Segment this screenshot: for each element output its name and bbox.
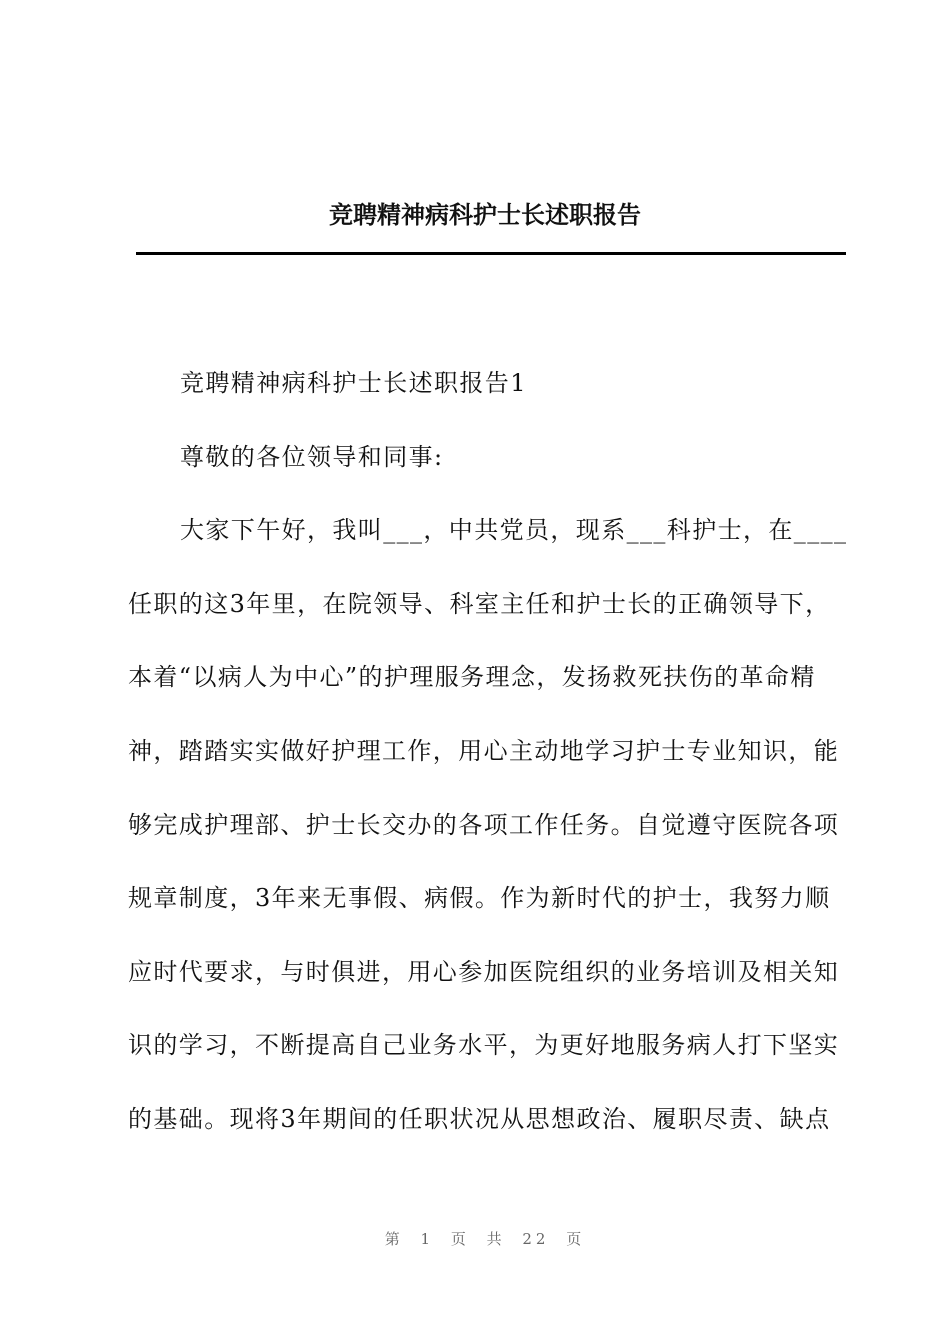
paragraph-line: 大家下午好，我叫___，中共党员，现系___科护士，在____ [180,516,848,545]
document-body [128,347,848,1157]
document-title: 竞聘精神病科护士长述职报告 [329,200,641,229]
paragraph-line: 神，踏踏实实做好护理工作，用心主动地学习护士专业知识，能 [128,736,840,765]
paragraph-line: 够完成护理部、护士长交办的各项工作任务。自觉遵守医院各项 [128,810,840,839]
paragraph-line: 识的学习，不断提高自己业务水平，为更好地服务病人打下坚实 [128,1031,840,1060]
paragraph-line: 应时代要求，与时俱进，用心参加医院组织的业务培训及相关知 [128,957,840,986]
paragraph-line: 规章制度，3年来无事假、病假。作为新时代的护士，我努力顺 [128,884,831,913]
paragraph-line: 任职的这3年里，在院领导、科室主任和护士长的正确领导下， [128,589,831,618]
page-number-footer: 第 1 页 共 22 页 [384,1230,586,1248]
salutation: 尊敬的各位领导和同事: [180,442,444,471]
paragraph-line: 本着“以病人为中心”的护理服务理念，发扬救死扶伤的革命精 [128,663,816,692]
paragraph-line: 的基础。现将3年期间的任职状况从思想政治、履职尽责、缺点 [128,1104,831,1133]
title-underline [136,252,846,255]
section-heading: 竞聘精神病科护士长述职报告1 [180,369,527,397]
